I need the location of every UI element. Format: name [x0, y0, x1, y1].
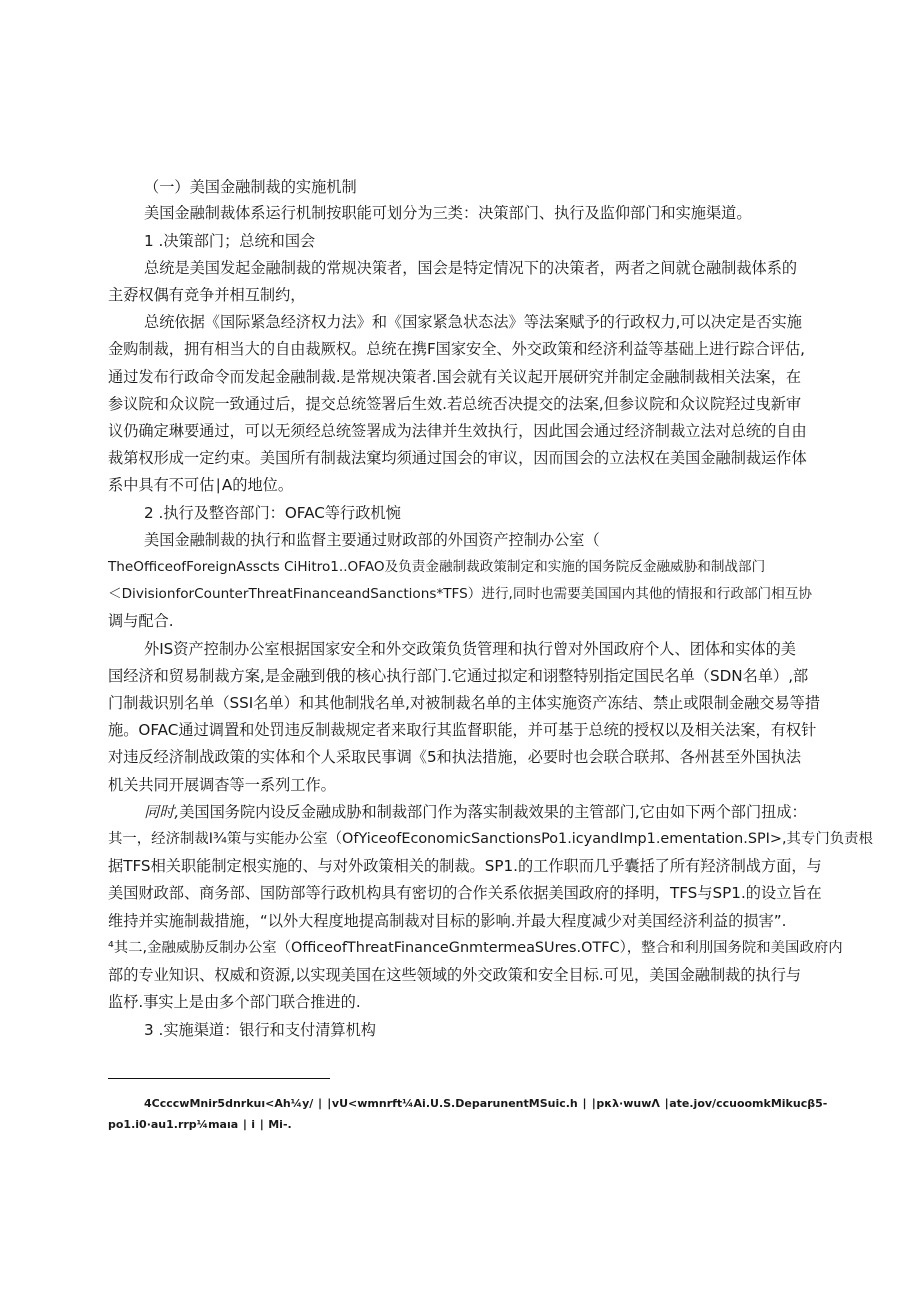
paragraph-line: TheOfficeofForeignAsscts CiHitro1..OFAO及负责金融制裁政策制定和实施的国务院反金融威胁和制战部门 — [108, 559, 766, 575]
paragraph-line: 主孬权偶有竞争并相互制约， — [108, 286, 306, 304]
paragraph-line: 通过发布行政命令而发起金融制裁.是常规决策者.国会就有关议起开展研究并制定金融制裁相关法案，在 — [108, 368, 802, 386]
subsection-heading: 3 .实施渠道：银行和支付清算机构 — [144, 1021, 376, 1039]
paragraph-line: 议仍确定琳要通过，可以无须经总统签署成为法律并生效执行，因此国会通过经济制裁立法对总统的自由 — [108, 422, 807, 440]
paragraph-line: 施。OFAC通过调置和处罚违反制裁规定者来取行其监督职能，并可基于总统的授权以及相关法案，有权针 — [108, 721, 817, 739]
paragraph-line: 调与配合. — [108, 612, 174, 630]
paragraph-line: 裁第权形成一定约束。美国所有制裁法窠均须通过国会的审议，因而国会的立法权在美国金融制裁运作体 — [108, 449, 807, 467]
paragraph-line: 据TFS相关职能制定根实施的、与对外政策相关的制裁。SP1.的工作职而几乎囊括了所有羟济制战方面，与 — [108, 857, 822, 875]
subsection-heading: 1 .决策部门；总统和国会 — [144, 232, 316, 250]
paragraph-line: 美国金融制裁的执行和监督主要通过财政部的外国资产控制办公室（ — [144, 531, 600, 549]
paragraph-line: 总统依据《国际紧急经济权力法》和《国家紧急状态法》等法案赋予的行政权力,可以决定是否实施 — [144, 313, 802, 331]
paragraph-line: 外IS资产控制办公室根据国家安全和外交政策负货管理和执行曾对外国政府个人、团体和实体的美 — [144, 640, 796, 658]
paragraph-line: 其一，经济制裁I¾策与实能办公室（OfYiceofEconomicSanctionsPo1.icyandImp1.ementation.SPI>,其专门负责根 — [108, 831, 873, 847]
paragraph-line: 国经济和贸易制裁方案,是金融到俄的核心执行部门.它通过拟定和诩整特别指定国民名单（SDN名单）,部 — [108, 667, 809, 685]
footnote-line: po1.i0·au1.rrp¼maıa ∣ i ∣ Mi-. — [108, 1118, 292, 1131]
paragraph-line: 对违反经济制战政策的实体和个人采取民事调《5和执法措施，必要时也会联合联邦、各州甚至外国执法 — [108, 748, 802, 766]
footnote-divider — [108, 1078, 330, 1079]
paragraph-line: 维持并实施制裁措施，“以外大程度地提高制裁对目标的影响.并最大程度减少对美国经济利益的损害”. — [108, 912, 787, 930]
paragraph-line: 美国金融制裁体系运行机制按职能可划分为三类：决策部门、执行及监仰部门和实施渠道。 — [144, 204, 752, 222]
italic-prefix: 同时, — [144, 803, 180, 821]
paragraph-line: ⁴其二,金融威胁反制办公室（OfficeofThreatFinanceGnmtermeaSUres.OTFC），整合和利刖国务院和美国政府内 — [108, 940, 843, 956]
paragraph-line: 总统是美国发起金融制裁的常规决策者，国会是特定情况下的决策者，两者之间就仓融制裁体系的 — [144, 259, 798, 277]
paragraph-line: ＜DivisionforCounterThreatFinanceandSanctions*TFS）进行,同时也需要美国国内其他的情报和行政部门相互协 — [108, 586, 812, 602]
paragraph-line: 机关共同开展调杳等一系列工作。 — [108, 776, 336, 794]
paragraph-line: 参议院和众议院一致通过后，提交总统签署后生效.若总统否决提交的法案,但参议院和众议院羟过曳新审 — [108, 395, 802, 413]
paragraph-line: 门制裁识别名单（SSI名单）和其他制戕名单,对被制裁名单的主体实施资产冻结、禁止或限制金融交易等措 — [108, 694, 821, 712]
footnote-line: 4CcccwMnir5dnrkuı<Ah¼y∕ ∣ ∣vU<wmnrft¼Ai.U.S.DeparunentMSuic.h ∣ ∣pκλ·wuwΛ ∣ate.jov/ccuoomkMikucβ5- — [144, 1097, 828, 1110]
paragraph-line — [144, 799, 852, 826]
paragraph-line: 美国财政部、商务部、国防部等行政机构具有密切的合作关系依据美国政府的择明，TFS与SP1.的设立旨在 — [108, 884, 822, 902]
paragraph-line-text: 美国国务院内设反金融成胁和制裁部门作为落实制裁效果的主管部门,它由如下两个部门扭成： — [179, 803, 807, 821]
section-heading: （一）美国金融制裁的实施机制 — [144, 178, 357, 196]
paragraph-line: 部的专业知识、权威和资源,以实现美国在这些领域的外交政策和安全目标.可见，美国金融制裁的执行与 — [108, 966, 802, 984]
paragraph-line: 金购制裁，拥有相当大的自由裁厥权。总统在携F国家安全、外交政策和经济利益等基础上进行踪合评估, — [108, 340, 806, 358]
paragraph-line: 监杼.事实上是由多个部门联合推进的. — [108, 993, 361, 1011]
subsection-heading: 2 .执行及整咨部门：OFAC等行政机惋 — [144, 504, 401, 522]
paragraph-line: 系中具有不可估∣A的地位。 — [108, 476, 294, 494]
